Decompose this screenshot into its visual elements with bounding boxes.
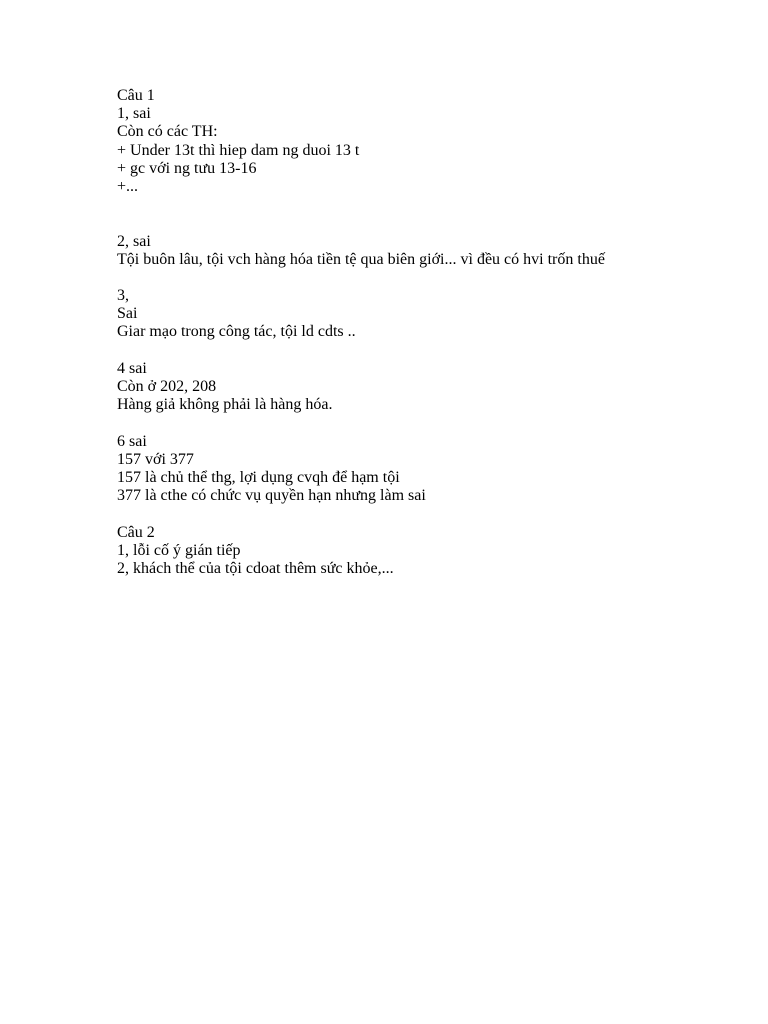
line-q4-answer: 4 sai — [117, 359, 147, 377]
blank-line — [117, 505, 757, 523]
line-q2-answer: 2, sai — [117, 232, 151, 250]
line-q4-note: Còn ở 202, 208 — [117, 378, 217, 395]
line-cau-2-item-2: 2, khách thể của tội cdoat thêm sức khỏe,... — [117, 559, 394, 577]
line-q3-answer: Sai — [117, 305, 138, 323]
line-q6-377: 377 là cthe có chức vụ quyền hạn nhưng làm sai — [117, 487, 426, 505]
line-cau-2-heading: Câu 2 — [117, 523, 155, 541]
line-q1-answer: 1, sai — [117, 105, 151, 123]
line-q3-number: 3, — [117, 287, 129, 305]
blank-line — [117, 214, 757, 232]
line-q4-explanation: Hàng giả không phải là hàng hóa. — [117, 396, 333, 414]
line-q6-answer: 6 sai — [117, 432, 147, 450]
line-q6-compare: 157 với 377 — [117, 450, 194, 468]
blank-line — [117, 269, 757, 287]
line-q1-note: Còn có các TH: — [117, 123, 218, 141]
blank-line — [117, 342, 757, 360]
document-page — [117, 87, 757, 578]
blank-line — [117, 414, 757, 432]
line-q6-157: 157 là chủ thể thg, lợi dụng cvqh để hạm tội — [117, 468, 400, 486]
blank-line — [117, 196, 757, 214]
line-q1-case-2: + gc với ng tưu 13-16 — [117, 159, 257, 177]
line-cau-1-heading: Câu 1 — [117, 87, 155, 104]
line-q3-explanation: Giar mạo trong công tác, tội ld cdts .. — [117, 323, 356, 341]
line-cau-2-item-1: 1, lỗi cố ý gián tiếp — [117, 541, 241, 559]
line-q1-case-1: + Under 13t thì hiep dam ng duoi 13 t — [117, 141, 360, 159]
line-q1-case-more: +... — [117, 177, 139, 195]
line-q2-explanation: Tội buôn lâu, tội vch hàng hóa tiền tệ qua biên giới... vì đều có hvi trốn thuế — [117, 250, 605, 268]
